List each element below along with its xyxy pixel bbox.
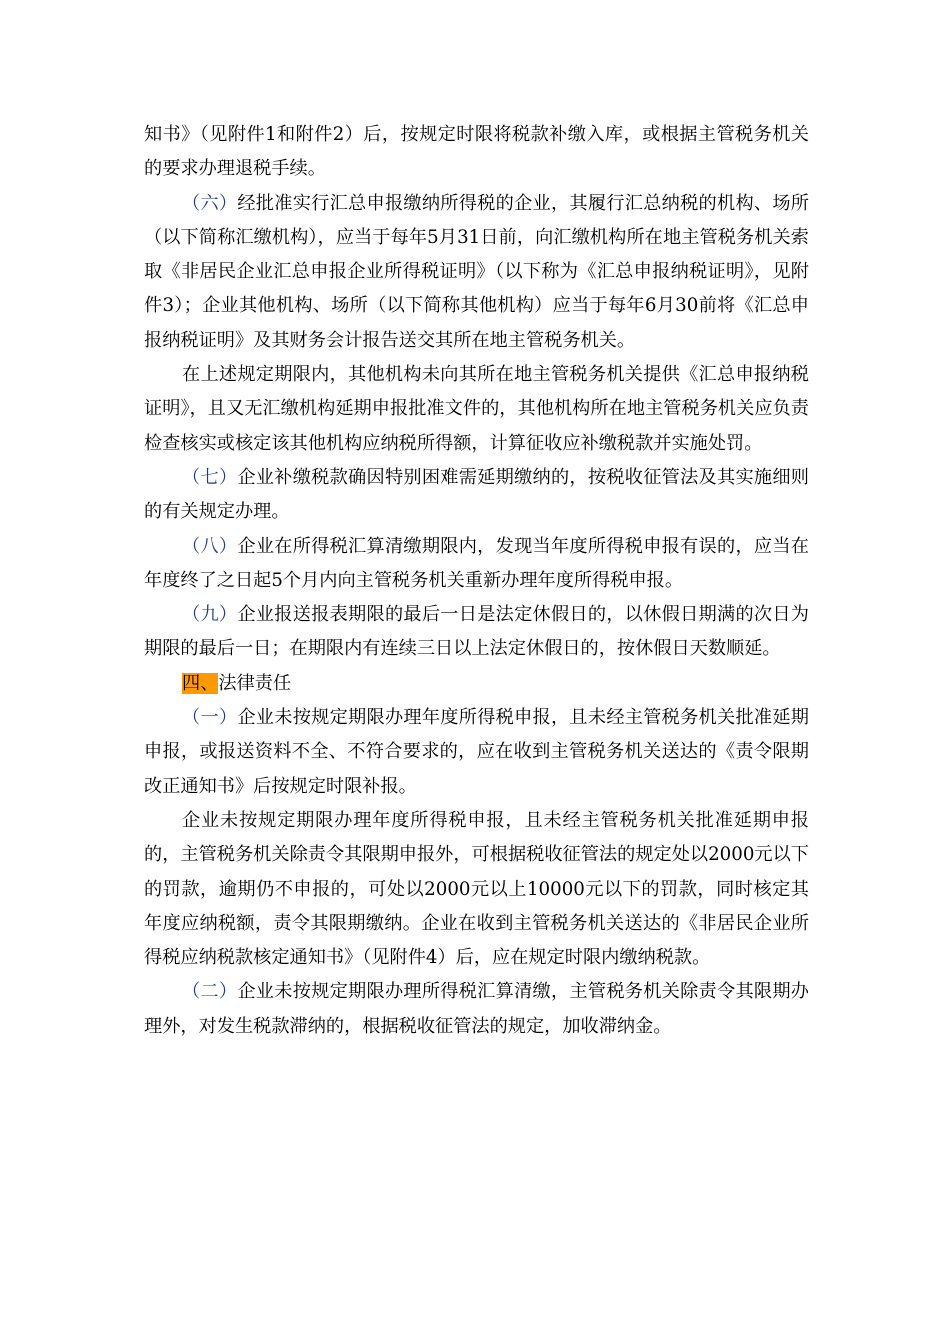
paragraph-item-9 [144,598,809,667]
highlighted-section-number: 四、 [182,672,219,694]
paragraph-text: 企业未按规定期限办理年度所得税申报，且未经主管税务机关批准延期申报的，主管税务机关除责令其限期申报外，可根据税收征管法的规定处以2000元以下的罚款，逾期仍不申报的，可处以2000元以上10000元以下的罚款，同时核定其年度应纳税额，责令其限期缴纳。企业在收到主管税务机关送达的《非居民企业所得税应纳税款核定通知书》（见附件4）后，应在规定时限内缴纳税款。 [144,809,809,969]
paragraph-text: 经批准实行汇总申报缴纳所得税的企业，其履行汇总纳税的机构、场所（以下简称汇缴机构），应当于每年5月31日前，向汇缴机构所在地主管税务机关索取《非居民企业汇总申报企业所得税证明》（以下称为《汇总申报纳税证明》，见附件3）；企业其他机构、场所（以下简称其他机构）应当于每年6月30前将《汇总申报纳税证明》及其财务会计报告送交其所在地主管税务机关。 [144,192,809,351]
section-heading-legal-liability [144,667,809,701]
paragraph-penalty-note [144,358,809,461]
item-number: （九） [182,604,238,626]
item-number: （六） [182,192,238,214]
section-heading-text: 法律责任 [218,672,292,694]
item-number: （八） [182,535,238,557]
document-page [144,118,809,1044]
item-number: （二） [182,981,238,1003]
paragraph-text: 知书》（见附件1和附件2）后，按规定时限将税款补缴入库，或根据主管税务机关的要求办理退税手续。 [144,124,809,180]
paragraph-continuation [144,118,809,187]
paragraph-liability-item-2 [144,975,809,1044]
paragraph-text: 企业未按规定期限办理所得税汇算清缴，主管税务机关除责令其限期办理外，对发生税款滞纳的，根据税收征管法的规定，加收滞纳金。 [144,981,809,1037]
paragraph-item-6 [144,187,809,358]
paragraph-item-8 [144,530,809,599]
paragraph-text: 企业未按规定期限办理年度所得税申报，且未经主管税务机关批准延期申报，或报送资料不全、不符合要求的，应在收到主管税务机关送达的《责令限期改正通知书》后按规定时限补报。 [144,707,809,797]
paragraph-text: 企业补缴税款确因特别困难需延期缴纳的，按税收征管法及其实施细则的有关规定办理。 [144,466,809,523]
paragraph-item-7 [144,461,809,530]
item-number: （一） [182,707,238,729]
paragraph-text: 企业在所得税汇算清缴期限内，发现当年度所得税申报有误的，应当在年度终了之日起5个月内向主管税务机关重新办理年度所得税申报。 [144,535,809,591]
paragraph-text: 企业报送报表期限的最后一日是法定休假日的，以休假日期满的次日为期限的最后一日；在期限内有连续三日以上法定休假日的，按休假日天数顺延。 [144,604,809,660]
paragraph-liability-item-1 [144,701,809,804]
paragraph-fine-details [144,804,809,975]
paragraph-text: 在上述规定期限内，其他机构未向其所在地主管税务机关提供《汇总申报纳税证明》，且又无汇缴机构延期申报批准文件的，其他机构所在地主管税务机关应负责检查核实或核定该其他机构应纳税所得额，计算征收应补缴税款并实施处罚。 [144,364,809,454]
item-number: （七） [182,466,238,488]
